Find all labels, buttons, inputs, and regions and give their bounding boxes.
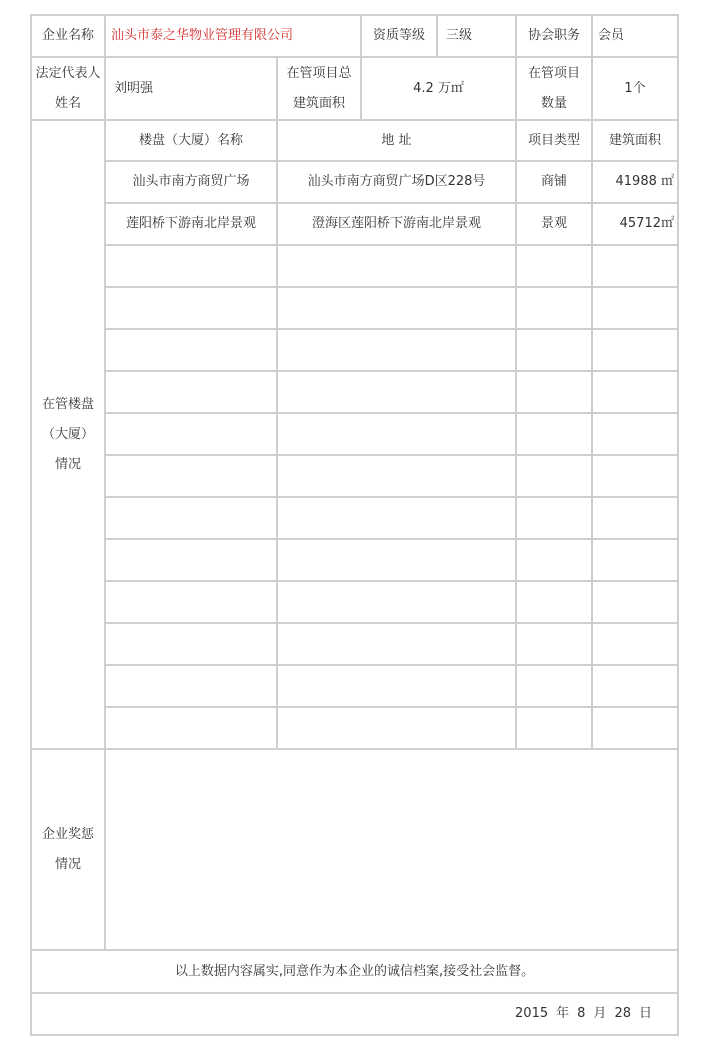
building-area-cell: 41988 ㎡	[615, 174, 674, 189]
properties-label-line1: 在管楼盘	[41, 396, 94, 412]
association-role-value: 会员	[598, 28, 625, 43]
building-area-cell: 45712㎡	[619, 216, 674, 231]
address-cell: 澄海区莲阳桥下游南北岸景观	[311, 216, 481, 231]
building-area-cell	[592, 581, 678, 623]
awards-label-line1: 企业奖惩	[41, 826, 94, 842]
total-area-value: 4.2 万㎡	[413, 80, 464, 96]
project-type-cell	[516, 287, 592, 329]
qualification-value: 三级	[446, 28, 473, 43]
date-day-unit: 日	[638, 1006, 652, 1021]
address-cell	[277, 287, 516, 329]
property-name-cell: 莲阳桥下游南北岸景观	[125, 216, 256, 231]
property-name-cell	[105, 497, 277, 539]
signing-date	[31, 993, 678, 1035]
building-area-cell	[592, 455, 678, 497]
date-day: 28	[614, 1006, 631, 1021]
project-count-label-line1: 在管项目	[527, 65, 580, 81]
column-header-building-area: 建筑面积	[608, 132, 661, 148]
address-cell	[277, 539, 516, 581]
qualification-label: 资质等级	[372, 28, 425, 43]
project-type-cell	[516, 665, 592, 707]
declaration-text: 以上数据内容属实,同意作为本企业的诚信档案,接受社会监督。	[174, 963, 535, 979]
legal-rep-name: 刘明强	[114, 80, 154, 96]
project-type-cell: 景观	[540, 216, 567, 231]
property-name-cell	[105, 413, 277, 455]
address-cell: 汕头市南方商贸广场D区228号	[307, 174, 486, 189]
address-cell	[277, 371, 516, 413]
project-type-cell	[516, 623, 592, 665]
total-area-label-line2: 建筑面积	[292, 95, 345, 111]
building-area-cell	[592, 245, 678, 287]
address-cell	[277, 581, 516, 623]
column-header-project-type: 项目类型	[527, 132, 580, 148]
project-count-value: 1个	[624, 80, 646, 96]
address-cell	[277, 623, 516, 665]
awards-label-line2: 情况	[54, 856, 81, 872]
address-cell	[277, 665, 516, 707]
building-area-cell	[592, 371, 678, 413]
association-role-label: 协会职务	[527, 28, 580, 43]
project-type-cell	[516, 413, 592, 455]
properties-label-line3: 情况	[54, 456, 81, 472]
property-name-cell	[105, 329, 277, 371]
property-name-cell	[105, 245, 277, 287]
building-area-cell	[592, 497, 678, 539]
project-type-cell	[516, 539, 592, 581]
legal-rep-label-line1: 法定代表人	[35, 65, 101, 81]
legal-rep-label-line2: 姓名	[54, 95, 81, 111]
property-name-cell	[105, 287, 277, 329]
project-type-cell: 商铺	[540, 174, 567, 189]
project-type-cell	[516, 497, 592, 539]
awards-section-label	[31, 749, 105, 950]
property-name-cell	[105, 623, 277, 665]
project-count-label-line2: 数量	[540, 95, 567, 111]
address-cell	[277, 455, 516, 497]
project-type-cell	[516, 455, 592, 497]
properties-label-line2: （大厦）	[41, 426, 94, 442]
property-name-cell	[105, 581, 277, 623]
building-area-cell	[592, 413, 678, 455]
property-name-cell	[105, 539, 277, 581]
date-month: 8	[577, 1006, 586, 1021]
address-cell	[277, 329, 516, 371]
column-header-address: 地 址	[381, 132, 412, 148]
column-header-property-name: 楼盘（大厦）名称	[138, 132, 243, 148]
address-cell	[277, 245, 516, 287]
property-name-cell	[105, 371, 277, 413]
company-name-value: 汕头市泰之华物业管理有限公司	[111, 28, 294, 43]
building-area-cell	[592, 287, 678, 329]
project-count-label	[516, 57, 592, 120]
building-area-cell	[592, 623, 678, 665]
project-type-cell	[516, 245, 592, 287]
date-year: 2015	[515, 1006, 549, 1021]
date-year-unit: 年	[556, 1006, 570, 1021]
building-area-cell	[592, 665, 678, 707]
properties-section-label	[31, 120, 105, 749]
address-cell	[277, 413, 516, 455]
total-area-label-line1: 在管项目总	[286, 65, 352, 81]
project-type-cell	[516, 371, 592, 413]
property-name-cell	[105, 455, 277, 497]
legal-rep-label	[31, 57, 105, 120]
awards-content	[105, 749, 678, 950]
building-area-cell	[592, 539, 678, 581]
date-month-unit: 月	[593, 1006, 607, 1021]
address-cell	[277, 497, 516, 539]
building-area-cell	[592, 329, 678, 371]
total-area-label	[277, 57, 361, 120]
company-name-label: 企业名称	[41, 28, 94, 43]
property-name-cell: 汕头市南方商贸广场	[132, 174, 250, 189]
project-type-cell	[516, 581, 592, 623]
property-name-cell	[105, 665, 277, 707]
project-type-cell	[516, 329, 592, 371]
